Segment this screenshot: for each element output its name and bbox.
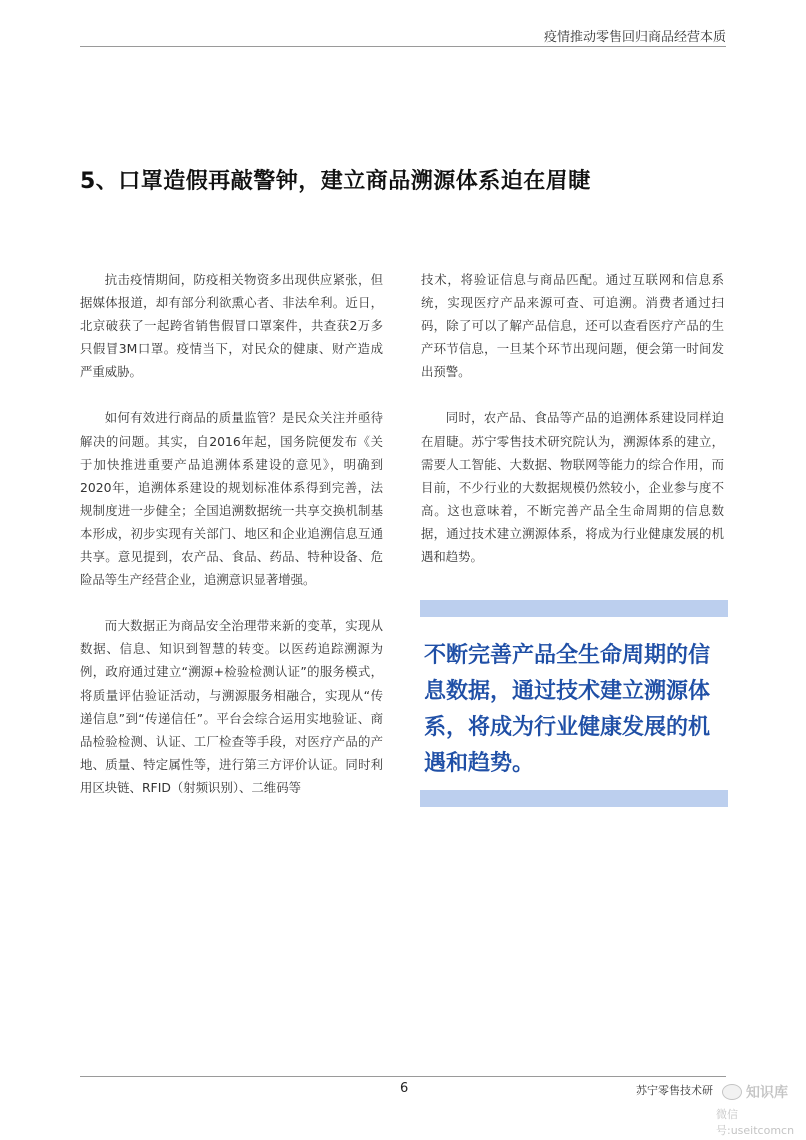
paragraph: 技术，将验证信息与商品匹配。通过互联网和信息系统，实现医疗产品来源可查、可追溯。消费者通过扫码，除了可以了解产品信息，还可以查看医疗产品的生产环节信息，一旦某个环节出现问题，便会第一时间发出预警。 bbox=[421, 272, 724, 380]
page-number: 6 bbox=[400, 1081, 409, 1096]
section-title: 5、口罩造假再敲警钟，建立商品溯源体系迫在眉睫 bbox=[80, 169, 591, 194]
pull-quote bbox=[420, 600, 728, 808]
pull-quote-text: 不断完善产品全生命周期的信息数据，通过技术建立溯源体系，将成为行业健康发展的机遇和趋势。 bbox=[424, 643, 711, 776]
left-column bbox=[80, 268, 383, 822]
header-divider bbox=[80, 46, 726, 47]
paragraph: 同时，农产品、食品等产品的追溯体系建设同样迫在眉睫。苏宁零售技术研究院认为，溯源体系的建立，需要人工智能、大数据、物联网等能力的综合作用，而目前，不少行业的大数据规模仍然较小，企业参与度不高。这也意味着，不断完善产品全生命周期的信息数据，通过技术建立溯源体系，将成为行业健康发展的机遇和趋势。 bbox=[421, 410, 724, 565]
pull-quote-top-bar bbox=[420, 600, 728, 617]
footer-divider bbox=[80, 1076, 726, 1077]
running-header-title: 疫情推动零售回归商品经营本质 bbox=[543, 30, 726, 45]
paragraph: 如何有效进行商品的质量监管？是民众关注并亟待解决的问题。其实，自2016年起，国务院便发布《关于加快推进重要产品追溯体系建设的意见》，明确到2020年，追溯体系建设的规划标准体系得到完善，法规制度进一步健全；全国追溯数据统一共享交换机制基本形成，初步实现有关部门、地区和企业追溯信息互通共享。意见提到，农产品、食品、药品、特种设备、危险品等生产经营企业，追溯意识显著增强。 bbox=[80, 410, 383, 588]
watermark-brand: 知识库 bbox=[746, 1085, 788, 1101]
pull-quote-bottom-bar bbox=[420, 790, 728, 807]
wechat-icon bbox=[722, 1084, 742, 1100]
right-column bbox=[421, 268, 724, 591]
watermark-account: 微信号:useitcomcn bbox=[716, 1108, 795, 1137]
paragraph: 而大数据正为商品安全治理带来新的变革，实现从数据、信息、知识到智慧的转变。以医药追踪溯源为例，政府通过建立“溯源+检验检测认证”的服务模式，将质量评估验证活动，与溯源服务相融合，实现从“传递信息”到“传递信任”。平台会综合运用实地验证、商品检验检测、认证、工厂检查等手段，对医疗产品的产地、质量、特定属性等，进行第三方评价认证。同时利用区块链、RFID（射频识别）、二维码等 bbox=[80, 618, 383, 795]
paragraph: 抗击疫情期间，防疫相关物资多出现供应紧张，但据媒体报道，却有部分利欲熏心者、非法牟利。近日，北京破获了一起跨省销售假冒口罩案件，共查获2万多只假冒3M口罩。疫情当下，对民众的健康、财产造成严重威胁。 bbox=[80, 272, 383, 380]
footer-organization: 苏宁零售技术研 bbox=[636, 1084, 713, 1097]
